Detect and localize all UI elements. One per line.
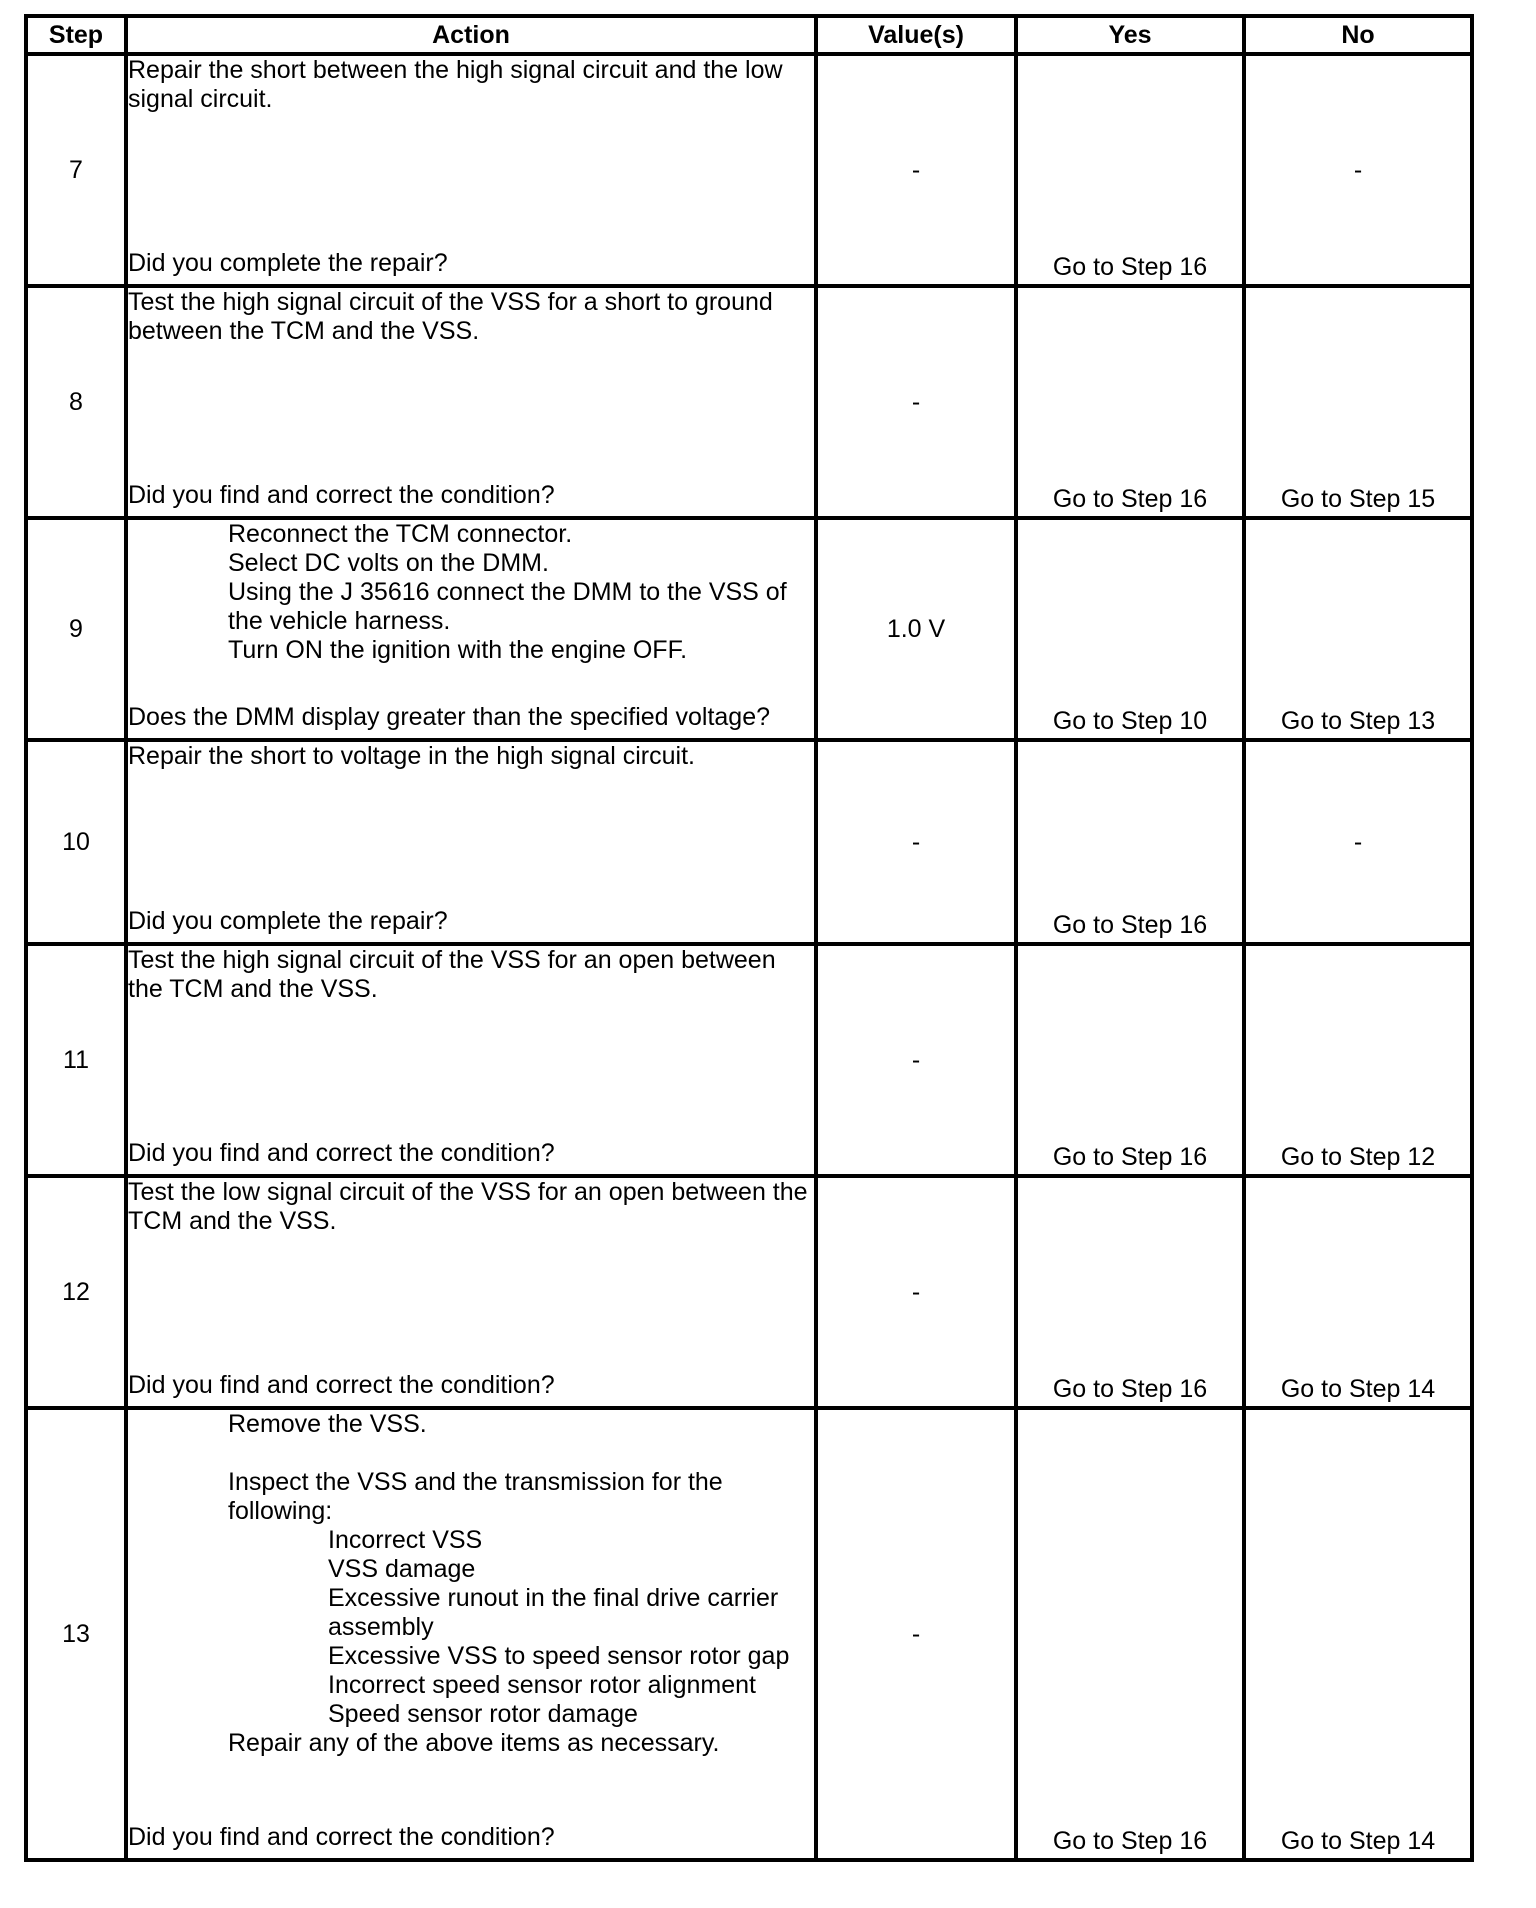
action-cell bbox=[126, 944, 816, 1176]
no-cell bbox=[1244, 1176, 1472, 1408]
no-cell bbox=[1244, 944, 1472, 1176]
no-cell bbox=[1244, 1408, 1472, 1860]
value-cell: - bbox=[816, 944, 1016, 1176]
yes-cell bbox=[1016, 286, 1244, 518]
action-cell bbox=[126, 54, 816, 286]
table-row bbox=[26, 54, 1472, 286]
table-row bbox=[26, 1408, 1472, 1860]
no-cell: - bbox=[1244, 740, 1472, 944]
yes-result: Go to Step 16 bbox=[1052, 1827, 1208, 1855]
action-question: Did you find and correct the condition? bbox=[128, 1139, 555, 1167]
value-cell: - bbox=[816, 1408, 1016, 1860]
no-result: Go to Step 14 bbox=[1280, 1375, 1436, 1403]
action-instruction: Test the high signal circuit of the VSS for a short to ground between the TCM and the VSS. bbox=[128, 288, 780, 345]
no-result: Go to Step 14 bbox=[1280, 1827, 1436, 1855]
action-cell bbox=[126, 1176, 816, 1408]
yes-cell bbox=[1016, 944, 1244, 1176]
no-cell bbox=[1244, 518, 1472, 740]
action-cell bbox=[126, 286, 816, 518]
action-cell bbox=[126, 1408, 816, 1860]
no-result: Go to Step 13 bbox=[1280, 707, 1436, 735]
action-instruction: Test the high signal circuit of the VSS for an open between the TCM and the VSS. bbox=[128, 946, 783, 1003]
action-cell bbox=[126, 740, 816, 944]
value-cell: - bbox=[816, 286, 1016, 518]
step-number: 7 bbox=[26, 54, 126, 286]
inspect-item: Excessive runout in the final drive carrier assembly bbox=[328, 1584, 779, 1641]
yes-result: Go to Step 16 bbox=[1052, 911, 1208, 939]
inspect-item: Incorrect VSS bbox=[328, 1526, 483, 1554]
inspect-item: Excessive VSS to speed sensor rotor gap bbox=[328, 1642, 790, 1670]
action-question: Does the DMM display greater than the specified voltage? bbox=[128, 703, 771, 731]
yes-cell bbox=[1016, 740, 1244, 944]
no-cell: - bbox=[1244, 54, 1472, 286]
yes-result: Go to Step 16 bbox=[1052, 1375, 1208, 1403]
value-cell: 1.0 V bbox=[816, 518, 1016, 740]
step-number: 11 bbox=[26, 944, 126, 1176]
no-cell bbox=[1244, 286, 1472, 518]
yes-result: Go to Step 10 bbox=[1052, 707, 1208, 735]
action-instruction: Test the low signal circuit of the VSS for an open between the TCM and the VSS. bbox=[128, 1178, 815, 1235]
yes-result: Go to Step 16 bbox=[1052, 253, 1208, 281]
table-row bbox=[26, 286, 1472, 518]
header-row bbox=[26, 16, 1472, 54]
diagnostic-table bbox=[24, 14, 1474, 1862]
action-instruction: Repair the short between the high signal circuit and the low signal circuit. bbox=[128, 56, 790, 113]
header-action: Action bbox=[126, 16, 816, 54]
table-row bbox=[26, 944, 1472, 1176]
step-number: 10 bbox=[26, 740, 126, 944]
yes-cell bbox=[1016, 54, 1244, 286]
spacer bbox=[128, 1439, 814, 1468]
action-cell bbox=[126, 518, 816, 740]
header-yes: Yes bbox=[1016, 16, 1244, 54]
yes-result: Go to Step 16 bbox=[1052, 485, 1208, 513]
sub-step: Using the J 35616 connect the DMM to the VSS of the vehicle harness. bbox=[228, 578, 787, 635]
action-question: Did you complete the repair? bbox=[128, 249, 448, 277]
sub-step: Repair any of the above items as necessary. bbox=[228, 1729, 720, 1757]
header-values: Value(s) bbox=[816, 16, 1016, 54]
inspect-item: Speed sensor rotor damage bbox=[328, 1700, 638, 1728]
table-row bbox=[26, 518, 1472, 740]
value-cell: - bbox=[816, 54, 1016, 286]
action-instruction: Repair the short to voltage in the high signal circuit. bbox=[128, 742, 695, 770]
step-number: 13 bbox=[26, 1408, 126, 1860]
table-row bbox=[26, 740, 1472, 944]
header-step: Step bbox=[26, 16, 126, 54]
value-cell: - bbox=[816, 740, 1016, 944]
header-no: No bbox=[1244, 16, 1472, 54]
action-question: Did you find and correct the condition? bbox=[128, 1371, 555, 1399]
yes-cell bbox=[1016, 1408, 1244, 1860]
sub-step: Remove the VSS. bbox=[228, 1410, 427, 1438]
value-cell: - bbox=[816, 1176, 1016, 1408]
step-number: 12 bbox=[26, 1176, 126, 1408]
inspect-item: VSS damage bbox=[328, 1555, 476, 1583]
action-question: Did you find and correct the condition? bbox=[128, 1823, 555, 1851]
sub-step: Turn ON the ignition with the engine OFF. bbox=[228, 636, 688, 664]
yes-result: Go to Step 16 bbox=[1052, 1143, 1208, 1171]
table-row bbox=[26, 1176, 1472, 1408]
sub-step: Select DC volts on the DMM. bbox=[228, 549, 549, 577]
sub-step: Inspect the VSS and the transmission for the following: bbox=[228, 1468, 723, 1525]
action-question: Did you complete the repair? bbox=[128, 907, 448, 935]
no-result: Go to Step 15 bbox=[1280, 485, 1436, 513]
no-result: Go to Step 12 bbox=[1280, 1143, 1436, 1171]
step-number: 9 bbox=[26, 518, 126, 740]
action-question: Did you find and correct the condition? bbox=[128, 481, 555, 509]
yes-cell bbox=[1016, 518, 1244, 740]
inspect-item: Incorrect speed sensor rotor alignment bbox=[328, 1671, 756, 1699]
sub-step: Reconnect the TCM connector. bbox=[228, 520, 573, 548]
step-number: 8 bbox=[26, 286, 126, 518]
yes-cell bbox=[1016, 1176, 1244, 1408]
